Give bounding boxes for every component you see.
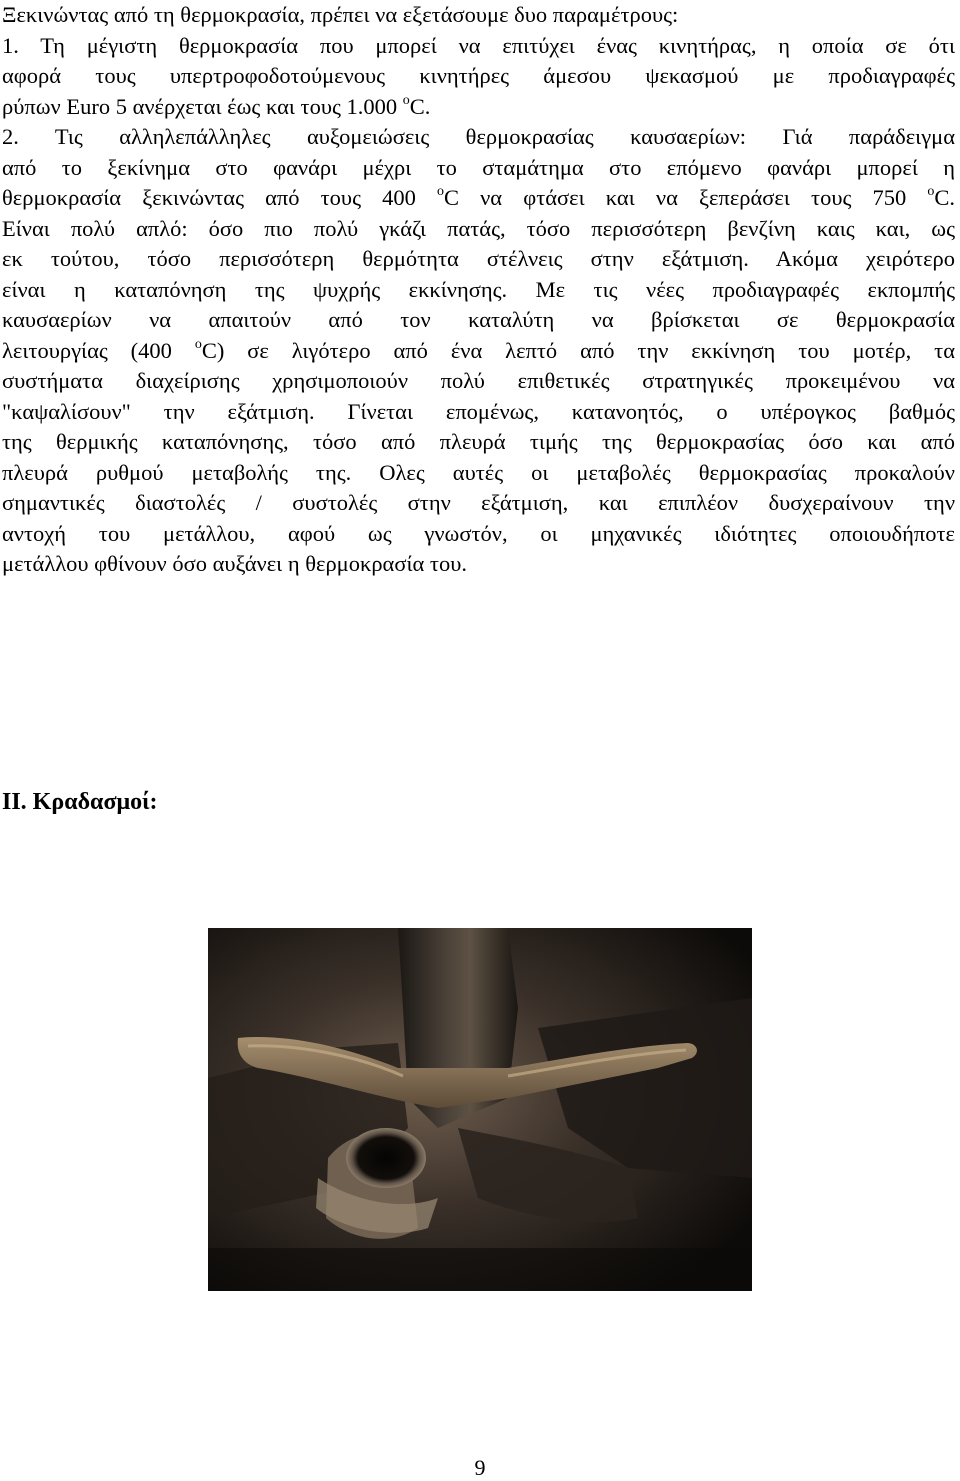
text-line: της θερμικής καταπόνησης, τόσο από πλευρά τιμής της θερμοκρασίας όσο και από (2, 429, 955, 454)
paragraph-2 (2, 122, 955, 580)
unit-text: C. (934, 185, 956, 210)
text-line: Ξεκινώντας από τη θερμοκρασία, πρέπει να εξετάσουμε δυο παραμέτρους: (2, 2, 679, 27)
text-line: εκ τούτου, τόσο περισσότερη θερμότητα στέλνεις στην εξάτμιση. Ακόμα χειρότερο (2, 246, 955, 271)
text-line: 2. Τις αλληλεπάλληλες αυξομειώσεις θερμοκρασίας καυσαερίων: Γιά παράδειγμα (2, 124, 955, 149)
pipe-tip-opening (346, 1128, 426, 1188)
text-line: πλευρά ρυθμού μεταβολής της. Ολες αυτές οι μεταβολές θερμοκρασίας προκαλούν (2, 459, 955, 485)
text-line: σημαντικές διαστολές / συστολές στην εξάτμιση, και επιπλέον δυσχεραίνουν την (2, 490, 955, 515)
text-fragment: λειτουργίας (400 (2, 337, 172, 363)
unit-text: C. (409, 93, 431, 119)
text-fragment: C) σε λιγότερο από ένα λεπτό από την εκκίνηση του μοτέρ, τα (201, 337, 955, 363)
text-line: αντοχή του μετάλλου, αφού ως γνωστόν, οι μηχανικές ιδιότητες οποιουδήποτε (2, 520, 955, 546)
text-line (2, 183, 955, 214)
text-line: από το ξεκίνημα στο φανάρι μέχρι το σταμάτημα στο επόμενο φανάρι μπορεί η (2, 154, 955, 180)
degree-mark: o (437, 183, 444, 199)
paragraph-1 (2, 0, 955, 122)
text-line: 1. Τη μέγιστη θερμοκρασία που μπορεί να επιτύχει ένας κινητήρας, η οποία σε ότι (2, 32, 955, 58)
text-line (2, 92, 955, 123)
text-line: Είναι πολύ απλό: όσο πιο πολύ γκάζι πατάς, τόσο περισσότερη βενζίνη καις και, ως (2, 215, 955, 241)
text-line: "καψαλίσουν" την εξάτμιση. Γίνεται επομένως, κατανοητός, ο υπέρογκος βαθμός (2, 398, 955, 424)
degree-mark: o (402, 92, 410, 108)
degree-mark: o (194, 336, 202, 352)
text-fragment: θερμοκρασία ξεκινώντας από τους 400 (2, 185, 416, 210)
text-fragment: C να φτάσει και να ξεπεράσει τους 750 (443, 185, 907, 210)
section-heading: II. Κραδασμοί: (2, 789, 158, 815)
text-line: είναι η καταπόνηση της ψυχρής εκκίνησης. Με τις νέες προδιαγραφές εκπομπής (2, 276, 955, 302)
text-line (2, 336, 955, 367)
text-line: μετάλλου φθίνουν όσο αυξάνει η θερμοκρασία του. (2, 551, 467, 576)
text-line: συστήματα διαχείρισης χρησιμοποιούν πολύ επιθετικές στρατηγικές προκειμένου να (2, 368, 955, 393)
exhaust-pipe-photo (208, 928, 752, 1291)
text-fragment: ρύπων Euro 5 ανέρχεται έως και τους 1.000 (2, 93, 398, 119)
page-number: 9 (474, 1455, 486, 1480)
text-line: καυσαερίων να απαιτούν από τον καταλύτη να βρίσκεται σε θερμοκρασία (2, 307, 955, 332)
text-line: αφορά τους υπερτροφοδοτούμενους κινητήρες άμεσου ψεκασμού με προδιαγραφές (2, 63, 955, 88)
degree-mark: o (927, 183, 935, 199)
